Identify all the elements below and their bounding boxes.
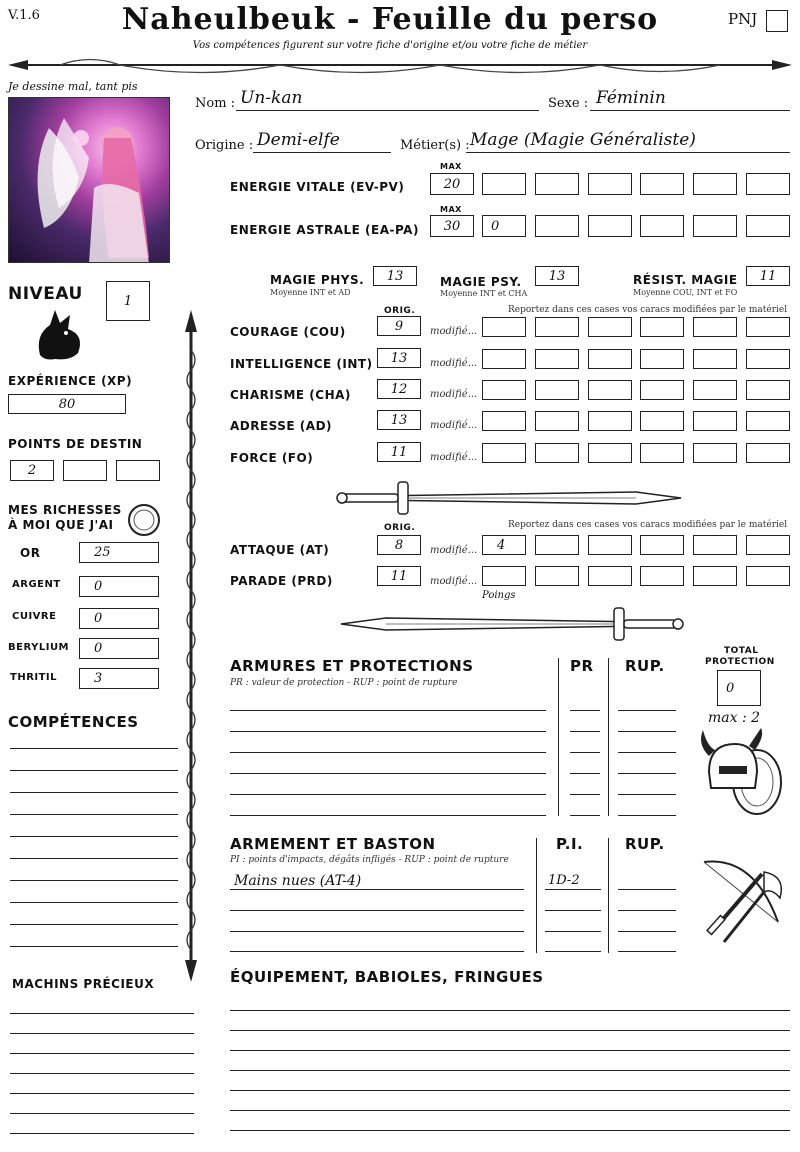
resist-magie-note: Moyenne COU, INT et FO xyxy=(633,288,738,297)
stat-label-cou: COURAGE (COU) xyxy=(230,325,346,339)
stat-box-cou-4[interactable] xyxy=(640,317,684,337)
helmet-shield-icon xyxy=(695,726,787,818)
competences-line-7 xyxy=(10,880,178,881)
cuivre-box[interactable] xyxy=(79,608,159,629)
attaque-orig-value: 8 xyxy=(394,537,404,553)
ea-max-value: 30 xyxy=(443,218,461,234)
stat-box-cha-1[interactable] xyxy=(482,380,526,400)
armures-divider-2 xyxy=(608,658,609,816)
destin-value: 2 xyxy=(27,463,37,478)
sword-ornament-2 xyxy=(336,606,686,642)
equipement-line-3 xyxy=(230,1050,790,1051)
competences-title: COMPÉTENCES xyxy=(8,713,139,731)
stat-orig-value-fo: 11 xyxy=(390,444,408,460)
origine-line xyxy=(253,152,391,153)
stat-box-ad-2[interactable] xyxy=(535,411,579,431)
header-spear-ornament xyxy=(0,52,800,82)
combat-orig-label: ORIG. xyxy=(384,523,416,533)
attaque-box-2[interactable] xyxy=(535,535,579,555)
or-box[interactable] xyxy=(79,542,159,563)
sexe-label: Sexe : xyxy=(548,96,589,111)
sheet-title: Naheulbeuk - Feuille du perso xyxy=(121,2,659,37)
armure-pr-line-2 xyxy=(570,731,600,732)
machins-line-4 xyxy=(10,1073,194,1074)
armure-line-2 xyxy=(230,731,546,732)
ea-label: ENERGIE ASTRALE (EA-PA) xyxy=(230,223,419,237)
ea-max-label: MAX xyxy=(440,205,462,214)
stat-orig-box-int[interactable] xyxy=(377,348,421,368)
stat-modifie-fo: modifié... xyxy=(430,452,478,463)
argent-value: 0 xyxy=(94,579,103,594)
metier-label: Métier(s) : xyxy=(400,138,470,153)
stat-box-cha-5[interactable] xyxy=(693,380,737,400)
origine-value[interactable]: Demi-elfe xyxy=(257,130,340,150)
stat-box-cha-3[interactable] xyxy=(588,380,632,400)
stat-orig-value-cha: 12 xyxy=(390,381,408,397)
ev-box-3[interactable] xyxy=(588,173,632,195)
ev-box-6[interactable] xyxy=(746,173,790,195)
xp-value: 80 xyxy=(58,396,76,412)
equipement-line-6 xyxy=(230,1110,790,1111)
armure-pr-line-3 xyxy=(570,752,600,753)
armure-rup-line-6 xyxy=(618,815,676,816)
armement-divider-2 xyxy=(608,838,609,953)
competences-line-2 xyxy=(10,770,178,771)
stat-orig-value-cou: 9 xyxy=(394,318,404,334)
ea-box-2[interactable] xyxy=(535,215,579,237)
machins-line-6 xyxy=(10,1113,194,1114)
nom-value[interactable]: Un-kan xyxy=(240,88,303,108)
weapon-line-1 xyxy=(230,889,524,890)
weapon-pi-line-4 xyxy=(545,951,601,952)
stat-orig-value-ad: 13 xyxy=(390,412,408,428)
stat-label-int: INTELLIGENCE (INT) xyxy=(230,357,373,371)
argent-label: ARGENT xyxy=(12,579,61,590)
stat-box-int-2[interactable] xyxy=(535,349,579,369)
armure-rup-line-5 xyxy=(618,794,676,795)
ev-box-2[interactable] xyxy=(535,173,579,195)
parade-orig-box[interactable] xyxy=(377,566,421,586)
stat-modifie-ad: modifié... xyxy=(430,420,478,431)
sword-ornament-1 xyxy=(336,480,686,516)
stat-box-fo-4[interactable] xyxy=(640,443,684,463)
stat-box-cou-6[interactable] xyxy=(746,317,790,337)
weapon-line-3 xyxy=(230,931,524,932)
stat-box-cha-6[interactable] xyxy=(746,380,790,400)
magie-phys-box[interactable] xyxy=(373,266,417,286)
stat-box-cou-2[interactable] xyxy=(535,317,579,337)
or-value: 25 xyxy=(94,545,111,560)
parade-box-4[interactable] xyxy=(640,566,684,586)
weapon-rup-line-2 xyxy=(618,910,676,911)
stat-box-int-3[interactable] xyxy=(588,349,632,369)
ev-max-label: MAX xyxy=(440,162,462,171)
equipement-title: ÉQUIPEMENT, BABIOLES, FRINGUES xyxy=(230,968,544,986)
weapons-icon xyxy=(694,852,790,948)
stat-modifie-cha: modifié... xyxy=(430,389,478,400)
stat-box-fo-6[interactable] xyxy=(746,443,790,463)
richesses-label-2: À MOI QUE J'AI xyxy=(8,518,114,532)
stat-orig-box-cha[interactable] xyxy=(377,379,421,399)
parade-box-1[interactable] xyxy=(482,566,526,586)
stat-box-cou-5[interactable] xyxy=(693,317,737,337)
attaque-box-3[interactable] xyxy=(588,535,632,555)
coin-icon xyxy=(126,502,162,538)
stat-box-ad-3[interactable] xyxy=(588,411,632,431)
version-label: V.1.6 xyxy=(8,8,40,23)
armures-pr-label: PR xyxy=(570,657,594,675)
destin-box-2[interactable] xyxy=(63,460,107,481)
stat-box-fo-5[interactable] xyxy=(693,443,737,463)
resist-magie-box[interactable] xyxy=(746,266,790,286)
protection-box[interactable] xyxy=(717,670,761,706)
armure-line-4 xyxy=(230,773,546,774)
attaque-box-5[interactable] xyxy=(693,535,737,555)
armures-title: ARMURES ET PROTECTIONS xyxy=(230,657,474,675)
stat-box-fo-3[interactable] xyxy=(588,443,632,463)
parade-orig-value: 11 xyxy=(390,568,408,584)
metier-line xyxy=(466,152,790,153)
stat-modifie-int: modifié... xyxy=(430,358,478,369)
weapon-1-name[interactable]: Mains nues (AT-4) xyxy=(234,873,362,889)
ea-box-1[interactable] xyxy=(482,215,526,237)
competences-line-6 xyxy=(10,858,178,859)
armement-title: ARMEMENT ET BASTON xyxy=(230,835,436,853)
stat-label-fo: FORCE (FO) xyxy=(230,451,314,465)
ea-box-4[interactable] xyxy=(640,215,684,237)
nom-line xyxy=(236,110,539,111)
armure-rup-line-1 xyxy=(618,710,676,711)
stat-label-ad: ADRESSE (AD) xyxy=(230,419,333,433)
magie-psy-box[interactable] xyxy=(535,266,579,286)
ev-box-5[interactable] xyxy=(693,173,737,195)
ea-box-3[interactable] xyxy=(588,215,632,237)
parade-box-5[interactable] xyxy=(693,566,737,586)
ev-box-1[interactable] xyxy=(482,173,526,195)
ea-box-5[interactable] xyxy=(693,215,737,237)
stats-note: Reportez dans ces cases vos caracs modifiées par le matériel xyxy=(508,305,788,315)
weapon-rup-line-4 xyxy=(618,951,676,952)
protection-label-2: PROTECTION xyxy=(705,657,775,667)
protection-label-1: TOTAL xyxy=(724,646,759,656)
stat-label-cha: CHARISME (CHA) xyxy=(230,388,351,402)
dragon-icon xyxy=(30,305,90,363)
stats-orig-label: ORIG. xyxy=(384,306,416,316)
stat-box-cha-4[interactable] xyxy=(640,380,684,400)
weapon-line-2 xyxy=(230,910,524,911)
armure-line-3 xyxy=(230,752,546,753)
attaque-box-1[interactable] xyxy=(482,535,526,555)
armure-line-5 xyxy=(230,794,546,795)
magie-psy-note: Moyenne INT et CHA xyxy=(440,289,528,298)
competences-line-3 xyxy=(10,792,178,793)
parade-box-6[interactable] xyxy=(746,566,790,586)
stat-modifie-cou: modifié... xyxy=(430,326,478,337)
sexe-value[interactable]: Féminin xyxy=(596,88,666,108)
armures-note: PR : valeur de protection - RUP : point de rupture xyxy=(230,678,458,688)
berylium-label: BERYLIUM xyxy=(8,642,70,653)
competences-line-4 xyxy=(10,814,178,815)
berylium-box[interactable] xyxy=(79,638,159,659)
stat-box-int-4[interactable] xyxy=(640,349,684,369)
protection-value: 0 xyxy=(726,680,735,696)
ea-max-box[interactable] xyxy=(430,215,474,237)
attaque-orig-box[interactable] xyxy=(377,535,421,555)
magie-psy-value: 13 xyxy=(548,268,566,284)
resist-magie-label: RÉSIST. MAGIE xyxy=(633,273,738,287)
magie-psy-label: MAGIE PSY. xyxy=(440,275,522,289)
sexe-line xyxy=(590,110,790,111)
magie-phys-label: MAGIE PHYS. xyxy=(270,273,365,287)
nom-label: Nom : xyxy=(195,96,236,111)
thritil-value: 3 xyxy=(94,671,103,686)
niveau-label: NIVEAU xyxy=(8,284,83,304)
thritil-box[interactable] xyxy=(79,668,159,689)
ev-label: ENERGIE VITALE (EV-PV) xyxy=(230,180,405,194)
stat-orig-box-cou[interactable] xyxy=(377,316,421,336)
machins-line-5 xyxy=(10,1093,194,1094)
stat-box-cha-2[interactable] xyxy=(535,380,579,400)
armure-rup-line-4 xyxy=(618,773,676,774)
stat-box-cou-1[interactable] xyxy=(482,317,526,337)
armure-rup-line-3 xyxy=(618,752,676,753)
portrait-image[interactable] xyxy=(8,97,170,263)
equipement-line-1 xyxy=(230,1010,790,1011)
armure-pr-line-1 xyxy=(570,710,600,711)
armement-note: PI : points d'impacts, dégâts infligés - RUP : point de rupture xyxy=(230,855,509,865)
weapon-1-pi[interactable]: 1D-2 xyxy=(548,873,580,888)
origine-label: Origine : xyxy=(195,138,254,153)
destin-box-1[interactable] xyxy=(10,460,54,481)
armures-rup-label: RUP. xyxy=(625,657,665,675)
competences-line-9 xyxy=(10,924,178,925)
resist-magie-value: 11 xyxy=(759,268,777,284)
ev-box-4[interactable] xyxy=(640,173,684,195)
equipement-line-2 xyxy=(230,1030,790,1031)
machins-line-1 xyxy=(10,1013,194,1014)
cuivre-value: 0 xyxy=(94,611,103,626)
competences-line-1 xyxy=(10,748,178,749)
richesses-label-1: MES RICHESSES xyxy=(8,503,122,517)
weapon-rup-line-3 xyxy=(618,931,676,932)
sheet-subtitle: Vos compétences figurent sur votre fiche d'origine et/ou votre fiche de métier xyxy=(192,40,588,51)
attaque-box-6[interactable] xyxy=(746,535,790,555)
cuivre-label: CUIVRE xyxy=(12,611,57,622)
armement-rup-label: RUP. xyxy=(625,835,665,853)
attaque-mod-value: 4 xyxy=(497,537,506,553)
machins-line-2 xyxy=(10,1033,194,1034)
portrait-caption: Je dessine mal, tant pis xyxy=(8,80,138,93)
armure-pr-line-6 xyxy=(570,815,600,816)
stat-box-fo-1[interactable] xyxy=(482,443,526,463)
competences-line-10 xyxy=(10,946,178,947)
armement-pi-label: P.I. xyxy=(556,835,584,853)
machins-line-7 xyxy=(10,1133,194,1134)
thritil-label: THRITIL xyxy=(10,672,58,683)
protection-max: max : 2 xyxy=(708,710,761,726)
xp-label: EXPÉRIENCE (XP) xyxy=(8,374,133,388)
berylium-value: 0 xyxy=(94,641,103,656)
staff-ornament xyxy=(178,310,204,982)
weapon-line-4 xyxy=(230,951,524,952)
stat-orig-box-fo[interactable] xyxy=(377,442,421,462)
or-label: OR xyxy=(20,546,41,560)
attaque-box-4[interactable] xyxy=(640,535,684,555)
weapon-pi-line-2 xyxy=(545,910,601,911)
weapon-pi-line-1 xyxy=(545,889,601,890)
stat-box-ad-4[interactable] xyxy=(640,411,684,431)
parade-label: PARADE (PRD) xyxy=(230,574,333,588)
equipement-line-5 xyxy=(230,1090,790,1091)
parade-box-3[interactable] xyxy=(588,566,632,586)
ea-current-value: 0 xyxy=(491,218,500,234)
niveau-value: 1 xyxy=(123,293,133,309)
stat-box-ad-5[interactable] xyxy=(693,411,737,431)
armure-pr-line-4 xyxy=(570,773,600,774)
stat-orig-box-ad[interactable] xyxy=(377,410,421,430)
stat-box-cou-3[interactable] xyxy=(588,317,632,337)
armure-rup-line-2 xyxy=(618,731,676,732)
armure-line-6 xyxy=(230,815,546,816)
competences-line-8 xyxy=(10,902,178,903)
machins-title: MACHINS PRÉCIEUX xyxy=(12,977,155,991)
metier-value[interactable]: Mage (Magie Généraliste) xyxy=(470,130,696,150)
armement-divider-1 xyxy=(536,838,537,953)
stat-box-int-5[interactable] xyxy=(693,349,737,369)
weapon-rup-line-1 xyxy=(618,889,676,890)
pnj-label: PNJ xyxy=(728,10,758,28)
combat-note: Reportez dans ces cases vos caracs modifiées par le matériel xyxy=(508,520,788,530)
armure-pr-line-5 xyxy=(570,794,600,795)
ev-max-value: 20 xyxy=(443,176,461,192)
armure-line-1 xyxy=(230,710,546,711)
attaque-label: ATTAQUE (AT) xyxy=(230,543,330,557)
attaque-modifie: modifié... xyxy=(430,545,478,556)
armures-divider-1 xyxy=(558,658,559,816)
stat-box-ad-6[interactable] xyxy=(746,411,790,431)
machins-line-3 xyxy=(10,1053,194,1054)
portrait-illustration xyxy=(9,98,170,263)
stat-box-int-6[interactable] xyxy=(746,349,790,369)
xp-box[interactable] xyxy=(8,394,126,414)
weapon-pi-line-3 xyxy=(545,931,601,932)
stat-box-ad-1[interactable] xyxy=(482,411,526,431)
pnj-checkbox[interactable] xyxy=(766,10,788,32)
equipement-line-7 xyxy=(230,1130,790,1131)
poings-label: Poings xyxy=(482,590,516,601)
parade-box-2[interactable] xyxy=(535,566,579,586)
ev-max-box[interactable] xyxy=(430,173,474,195)
argent-box[interactable] xyxy=(79,576,159,597)
equipement-line-4 xyxy=(230,1070,790,1071)
magie-phys-value: 13 xyxy=(386,268,404,284)
magie-phys-note: Moyenne INT et AD xyxy=(270,288,351,297)
niveau-box[interactable] xyxy=(106,281,150,321)
competences-line-5 xyxy=(10,836,178,837)
stat-box-int-1[interactable] xyxy=(482,349,526,369)
stat-box-fo-2[interactable] xyxy=(535,443,579,463)
destin-box-3[interactable] xyxy=(116,460,160,481)
parade-modifie: modifié... xyxy=(430,576,478,587)
destin-label: POINTS DE DESTIN xyxy=(8,437,143,451)
ea-box-6[interactable] xyxy=(746,215,790,237)
stat-orig-value-int: 13 xyxy=(390,350,408,366)
